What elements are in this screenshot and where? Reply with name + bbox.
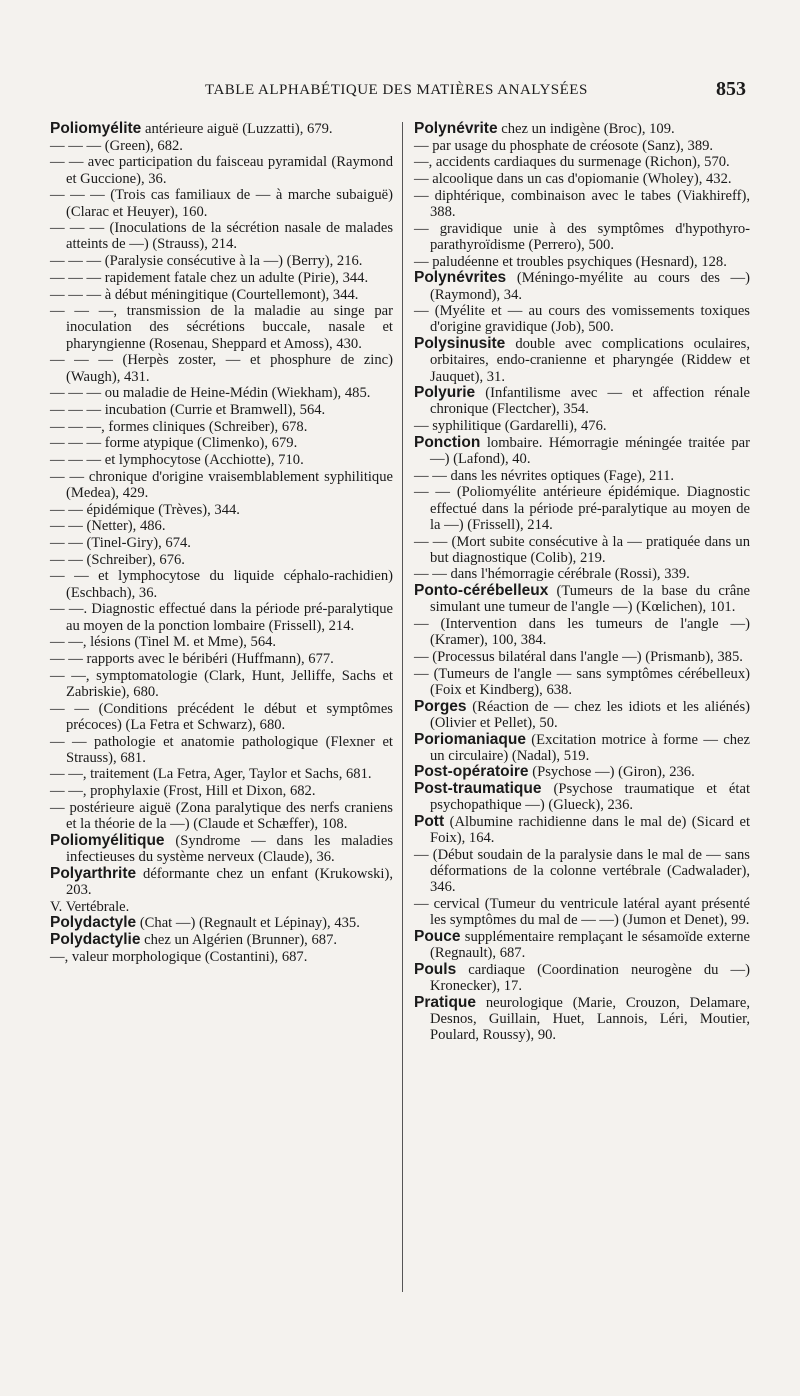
entry-text: — — — (Paralysie consécutive à la —) (Berry), 216. — [50, 253, 363, 270]
index-entry — [414, 699, 750, 731]
index-entry — [414, 418, 750, 434]
entry-text: — — (Netter), 486. — [50, 518, 166, 535]
entry-text: — — (Tinel-Giry), 674. — [50, 535, 191, 552]
entry-text: — — (Poliomyélite antérieure épidémique. Diagnostic effectué dans la période pré-paralytique au moyen de la —) (Frissell), 214. — [414, 484, 750, 533]
index-entry — [414, 484, 750, 533]
index-entry — [414, 764, 750, 780]
entry-text: — — —, transmission de la maladie au singe par inoculation des sécrétions buccale, nasale et pharyngienne (Rosenau, Sheppard et Amoss), 430. — [50, 303, 393, 352]
entry-text: (Méningo-myélite au cours des —) (Raymond), 34. — [430, 270, 750, 303]
entry-text: — paludéenne et troubles psychiques (Hesnard), 128. — [414, 253, 727, 270]
entry-text: — — — (Herpès zoster, — et phosphure de zinc) (Waugh), 431. — [50, 352, 393, 385]
entry-heading: Poliomyélite — [50, 120, 142, 137]
index-entry — [414, 385, 750, 417]
index-entry — [50, 253, 393, 269]
index-entry — [414, 303, 750, 335]
index-entry — [50, 402, 393, 418]
index-entry — [414, 221, 750, 253]
index-entry — [50, 668, 393, 700]
entry-text: — — (Mort subite consécutive à la — pratiquée dans un but diagnostique (Colib), 219. — [414, 533, 750, 566]
page-number: 853 — [716, 78, 746, 100]
entry-text: (Tumeurs de la base du crâne simulant une tumeur de l'angle —) (Kœlichen), 101. — [430, 583, 750, 616]
entry-heading: Pratique — [414, 993, 477, 1011]
entry-text: — — avec participation du faisceau pyramidal (Raymond et Guccione), 36. — [50, 154, 393, 187]
index-entry — [414, 814, 750, 846]
index-entry — [50, 303, 393, 352]
entry-text: — (Intervention dans les tumeurs de l'angle —) (Kramer), 100, 384. — [414, 616, 750, 649]
index-entry — [50, 833, 393, 865]
entry-text: — — — rapidement fatale chez un adulte (Pirie), 344. — [50, 269, 369, 286]
entry-text: — — — à début méningitique (Courtellemont), 344. — [50, 286, 359, 303]
index-entry — [414, 534, 750, 566]
index-entry — [50, 866, 393, 898]
index-entry — [50, 734, 393, 766]
entry-text: — — — incubation (Currie et Bramwell), 564. — [50, 401, 326, 418]
entry-heading: Post-opératoire — [414, 763, 529, 781]
entry-text: — — pathologie et anatomie pathologique (Flexner et Strauss), 681. — [50, 733, 393, 766]
index-entry — [414, 138, 750, 154]
index-entry — [50, 419, 393, 435]
entry-text: — — (Schreiber), 676. — [50, 551, 185, 568]
entry-text: — par usage du phosphate de créosote (Sanz), 389. — [414, 137, 714, 154]
index-entry — [50, 435, 393, 451]
entry-text: — —, traitement (La Fetra, Ager, Taylor et Sachs, 681. — [50, 766, 372, 783]
index-entry — [50, 270, 393, 286]
index-entry — [50, 352, 393, 384]
index-entry — [50, 121, 393, 137]
entry-text: —, valeur morphologique (Costantini), 687. — [50, 948, 308, 965]
entry-text: (Réaction de — chez les idiots et les aliénés) (Olivier et Pellet), 50. — [430, 698, 750, 731]
entry-text: — postérieure aiguë (Zona paralytique des nerfs craniens et la théorie de la —) (Claude et Schæffer), 108. — [50, 799, 393, 833]
entry-heading: Polynévrite — [414, 120, 498, 137]
entry-heading: Pouls — [414, 960, 457, 978]
entry-text: — —, lésions (Tinel M. et Mme), 564. — [50, 634, 277, 651]
entry-text: — — chronique d'origine vraisemblablement syphilitique (Medea), 429. — [50, 468, 393, 501]
entry-text: — cervical (Tumeur du ventricule latéral ayant présenté les symptômes du mal de — —) (Jumon et Denet), 99. — [414, 896, 750, 929]
entry-text: (Syndrome — dans les maladies infectieuses du système nerveux (Claude), 36. — [66, 832, 394, 865]
index-entry — [50, 651, 393, 667]
entry-text: — — —, formes cliniques (Schreiber), 678. — [50, 418, 308, 435]
index-entry — [414, 732, 750, 764]
entry-text: chez un indigène (Broc), 109. — [501, 121, 675, 137]
entry-text: double avec complications oculaires, orbitaires, endo-cranienne et pharyngée (Riddew et Jauquet), 31. — [430, 336, 750, 385]
entry-text: — — rapports avec le béribéri (Huffmann), 677. — [50, 651, 334, 667]
entry-text: lombaire. Hémorragie méningée traitée par —) (Lafond), 40. — [430, 434, 750, 468]
entry-text: cardiaque (Coordination neurogène du —) Kronecker), 17. — [430, 961, 750, 995]
entry-text: supplémentaire remplaçant le sésamoïde externe (Regnault), 687. — [430, 928, 750, 962]
entry-text: neurologique (Marie, Crouzon, Delamare, Desnos, Guillain, Huet, Lannois, Léri, Moutier, Poulard, Roussy), 90. — [430, 994, 750, 1044]
column-divider — [402, 122, 403, 1292]
index-entry — [414, 336, 750, 385]
index-entry — [50, 800, 393, 832]
entry-heading: Pouce — [414, 927, 461, 945]
entry-text: — (Myélite et — au cours des vomissements toxiques d'origine gravidique (Job), 500. — [414, 303, 750, 336]
index-entry — [50, 701, 393, 733]
index-entry — [50, 452, 393, 468]
entry-text: — — — et lymphocytose (Acchiotte), 710. — [50, 452, 304, 469]
entry-text: (Excitation motrice à forme — chez un circulaire) (Nadal), 519. — [430, 731, 750, 764]
entry-text: — (Début soudain de la paralysie dans le mal de — sans déformations de la colonne vertébrale (Cadwalader), 346. — [414, 846, 750, 896]
index-entry — [50, 552, 393, 568]
entry-text: — — — (Inoculations de la sécrétion nasale de malades atteints de —) (Strauss), 214. — [50, 220, 393, 253]
right-column — [414, 121, 750, 1044]
index-entry — [414, 649, 750, 665]
index-entry — [50, 949, 393, 965]
index-entry — [414, 995, 750, 1044]
index-entry — [414, 566, 750, 582]
entry-text: antérieure aiguë (Luzzatti), 679. — [144, 121, 333, 137]
index-entry — [50, 568, 393, 600]
index-entry — [50, 535, 393, 551]
entry-text: (Chat —) (Regnault et Lépinay), 435. — [139, 915, 360, 932]
entry-text: — —, prophylaxie (Frost, Hill et Dixon, 682. — [50, 783, 316, 800]
entry-text: chez un Algérien (Brunner), 687. — [144, 931, 338, 948]
entry-text: — — dans l'hémorragie cérébrale (Rossi), 339. — [414, 566, 690, 583]
entry-text: — — — (Green), 682. — [50, 137, 183, 154]
index-entry — [414, 847, 750, 896]
index-entry — [50, 385, 393, 401]
index-entry — [50, 634, 393, 650]
entry-heading: Ponction — [414, 433, 481, 451]
index-entry — [414, 666, 750, 698]
index-entry — [50, 187, 393, 219]
index-entry — [414, 616, 750, 648]
entry-text: (Psychose —) (Giron), 236. — [532, 764, 695, 781]
entry-heading: Porges — [414, 697, 467, 715]
index-entry — [414, 435, 750, 467]
index-entry — [50, 601, 393, 633]
entry-text: V. Vertébrale. — [50, 898, 130, 915]
index-entry — [414, 962, 750, 994]
page-header — [50, 78, 750, 106]
index-entry — [414, 781, 750, 813]
entry-text: — (Processus bilatéral dans l'angle —) (Prismanb), 385. — [414, 649, 743, 665]
index-entry — [50, 502, 393, 518]
index-entry — [414, 583, 750, 615]
index-entry — [414, 171, 750, 187]
index-entry — [50, 469, 393, 501]
index-entry — [414, 254, 750, 270]
entry-text: déformante chez un enfant (Krukowski), 203. — [66, 865, 393, 898]
entry-text: — —, symptomatologie (Clark, Hunt, Jelliffe, Sachs et Zabriskie), 680. — [50, 667, 393, 700]
left-column — [50, 121, 393, 965]
entry-text: (Infantilisme avec — et affection rénale chronique (Flectcher), 354. — [430, 385, 750, 418]
index-entry — [414, 468, 750, 484]
entry-text: — — et lymphocytose du liquide céphalo-rachidien) (Eschbach), 36. — [50, 568, 393, 601]
index-entry — [50, 915, 393, 931]
index-entry — [50, 766, 393, 782]
index-entry — [414, 121, 750, 137]
entry-text: (Psychose traumatique et état psychopathique —) (Glueck), 236. — [430, 781, 750, 814]
entry-text: — — (Conditions précédent le début et symptômes précoces) (La Fetra et Schwarz), 680. — [50, 700, 393, 733]
index-entry — [50, 287, 393, 303]
index-entry — [50, 154, 393, 186]
entry-heading: Post-traumatique — [414, 780, 542, 798]
entry-heading: Poliomyélitique — [50, 831, 165, 849]
index-entry — [50, 518, 393, 534]
entry-text: — — — forme atypique (Climenko), 679. — [50, 435, 298, 452]
entry-text: — —. Diagnostic effectué dans la période pré-paralytique au moyen de la ponction lombaire (Frissell), 214. — [50, 601, 393, 634]
running-title: TABLE ALPHABÉTIQUE DES MATIÈRES ANALYSÉES — [205, 82, 588, 98]
entry-heading: Polyurie — [414, 384, 476, 402]
entry-heading: Polynévrites — [414, 269, 507, 287]
entry-text: — alcoolique dans un cas d'opiomanie (Wholey), 432. — [414, 171, 732, 188]
entry-heading: Pott — [414, 813, 445, 831]
index-entry — [414, 929, 750, 961]
entry-text: — syphilitique (Gardarelli), 476. — [414, 418, 607, 435]
entry-heading: Polydactyle — [50, 914, 137, 932]
index-entry — [414, 154, 750, 170]
index-entry — [50, 932, 393, 948]
index-entry — [414, 270, 750, 302]
index-entry — [50, 138, 393, 154]
entry-text: — gravidique unie à des symptômes d'hypothyro-parathyroïdisme (Perrero), 500. — [414, 220, 750, 253]
index-entry — [414, 896, 750, 928]
index-entry — [50, 783, 393, 799]
entry-text: — — épidémique (Trèves), 344. — [50, 501, 240, 518]
entry-heading: Polydactylie — [50, 930, 141, 948]
index-entry — [50, 899, 393, 915]
entry-heading: Polyarthrite — [50, 864, 137, 882]
index-entry — [414, 188, 750, 220]
entry-heading: Poriomaniaque — [414, 730, 526, 748]
entry-text: (Albumine rachidienne dans le mal de) (Sicard et Foix), 164. — [430, 814, 750, 847]
entry-heading: Ponto-cérébelleux — [414, 582, 549, 600]
entry-text: — diphtérique, combinaison avec le tabes (Viakhireff), 388. — [414, 187, 750, 221]
entry-text: — — — ou maladie de Heine-Médin (Wiekham), 485. — [50, 385, 371, 402]
entry-text: —, accidents cardiaques du surmenage (Richon), 570. — [414, 154, 730, 171]
entry-heading: Polysinusite — [414, 335, 506, 353]
entry-text: — (Tumeurs de l'angle — sans symptômes cérébelleux) (Foix et Kindberg), 638. — [414, 665, 750, 698]
entry-text: — — dans les névrites optiques (Fage), 211. — [414, 467, 675, 484]
entry-text: — — — (Trois cas familiaux de — à marche subaiguë) (Clarac et Heuyer), 160. — [50, 187, 393, 220]
index-entry — [50, 220, 393, 252]
